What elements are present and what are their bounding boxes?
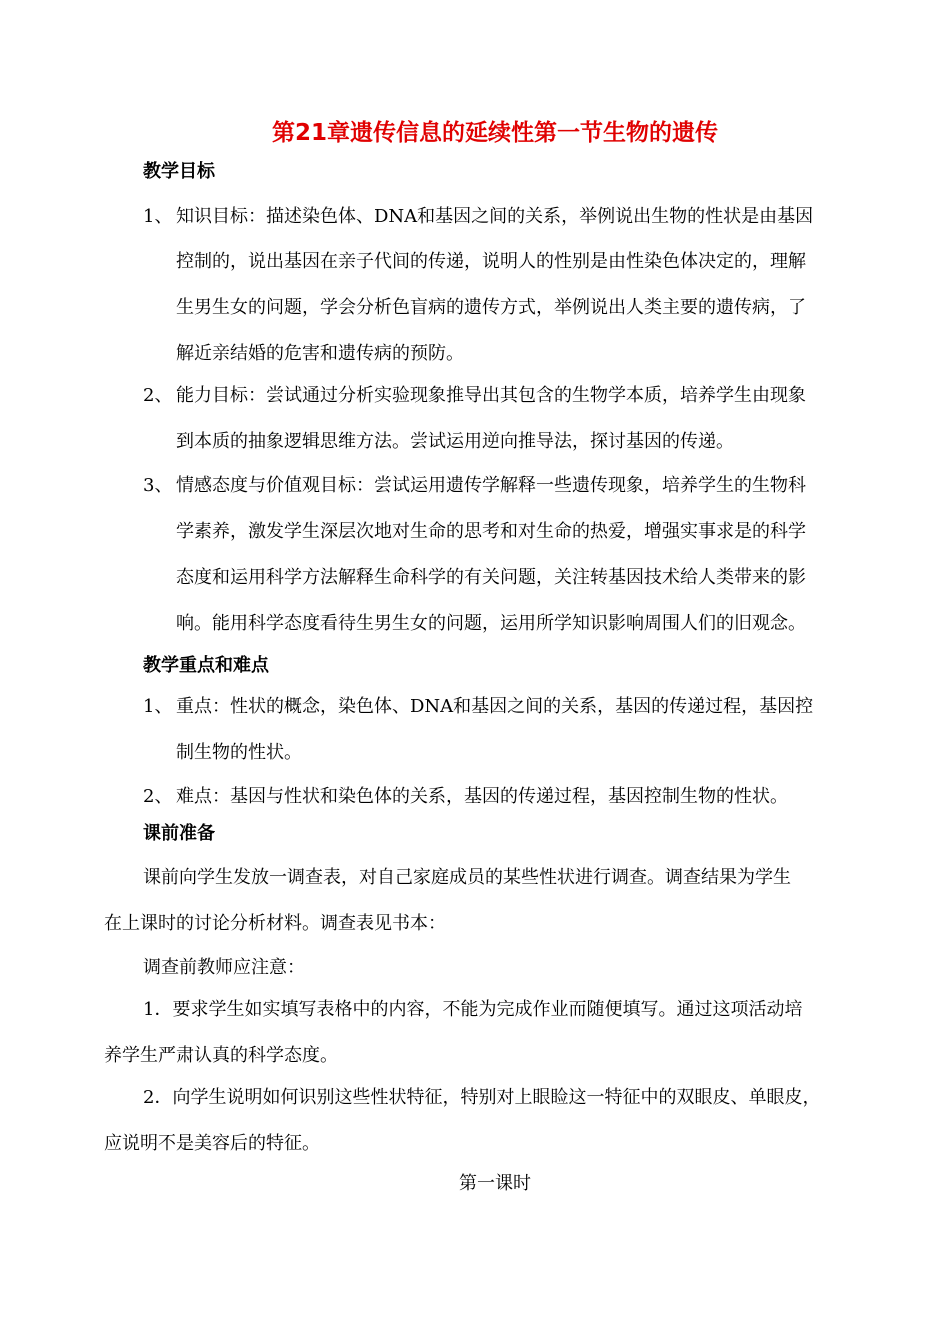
paragraph-line: 1．要求学生如实填写表格中的内容，不能为完成作业而随便填写。通过这项活动培 <box>143 999 803 1020</box>
list-item-line: 生男生女的问题，学会分析色盲病的遗传方式，举例说出人类主要的遗传病，了 <box>176 297 806 318</box>
section-heading-preparation: 课前准备 <box>143 823 215 844</box>
list-item-line: 重点：性状的概念，染色体、DNA和基因之间的关系，基因的传递过程，基因控 <box>176 696 814 717</box>
paragraph-line: 在上课时的讨论分析材料。调查表见书本： <box>104 913 446 934</box>
section-heading-objectives: 教学目标 <box>143 161 215 182</box>
list-number: 2、 <box>143 385 173 406</box>
list-item-line: 态度和运用科学方法解释生命科学的有关问题，关注转基因技术给人类带来的影 <box>176 567 806 588</box>
list-item-line: 难点：基因与性状和染色体的关系，基因的传递过程，基因控制生物的性状。 <box>176 786 788 807</box>
list-number: 1、 <box>143 696 173 717</box>
list-item-line: 能力目标：尝试通过分析实验现象推导出其包含的生物学本质，培养学生由现象 <box>176 385 806 406</box>
paragraph-line: 课前向学生发放一调查表，对自己家庭成员的某些性状进行调查。调查结果为学生 <box>143 867 791 888</box>
paragraph-line: 应说明不是美容后的特征。 <box>104 1133 320 1154</box>
list-item-line: 解近亲结婚的危害和遗传病的预防。 <box>176 343 464 364</box>
section-heading-key-points: 教学重点和难点 <box>143 655 269 676</box>
paragraph-line: 调查前教师应注意： <box>143 957 305 978</box>
list-item-line: 响。能用科学态度看待生男生女的问题，运用所学知识影响周围人们的旧观念。 <box>176 613 806 634</box>
list-number: 3、 <box>143 475 173 496</box>
document-title: 第21章遗传信息的延续性第一节生物的遗传 <box>271 120 718 146</box>
paragraph-line: 养学生严肃认真的科学态度。 <box>104 1045 338 1066</box>
list-item-line: 情感态度与价值观目标：尝试运用遗传学解释一些遗传现象，培养学生的生物科 <box>176 475 806 496</box>
paragraph-line: 2．向学生说明如何识别这些性状特征，特别对上眼睑这一特征中的双眼皮、单眼皮， <box>143 1087 821 1108</box>
list-item-line: 控制的，说出基因在亲子代间的传递，说明人的性别是由性染色体决定的，理解 <box>176 251 806 272</box>
list-number: 1、 <box>143 206 173 227</box>
list-number: 2、 <box>143 786 173 807</box>
list-item-line: 学素养，激发学生深层次地对生命的思考和对生命的热爱，增强实事求是的科学 <box>176 521 806 542</box>
list-item-line: 知识目标：描述染色体、DNA和基因之间的关系，举例说出生物的性状是由基因 <box>176 206 814 227</box>
list-item-line: 到本质的抽象逻辑思维方法。尝试运用逆向推导法，探讨基因的传递。 <box>176 431 734 452</box>
lesson-label: 第一课时 <box>459 1173 531 1194</box>
list-item-line: 制生物的性状。 <box>176 742 302 763</box>
